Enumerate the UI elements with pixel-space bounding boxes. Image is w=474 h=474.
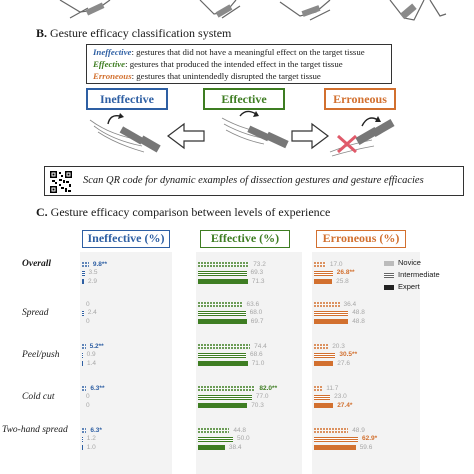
value-label-erroneous-cold-cut-novice: 11.7 (326, 384, 339, 392)
bar-erroneous-overall-intermediate (314, 271, 333, 276)
bar-ineffective-overall-intermediate (82, 271, 85, 276)
value-label-ineffective-cold-cut-expert: 0 (86, 401, 90, 409)
section-c-letter: C. (36, 205, 48, 219)
row-label-two-hand-spread: Two-hand spread (2, 425, 68, 435)
legend-label-intermediate: Intermediate (398, 270, 440, 279)
value-label-ineffective-cold-cut-novice: 6.3** (90, 384, 105, 392)
bar-effective-peel-push-novice (198, 344, 250, 349)
definition-term-effective: Effective (93, 59, 126, 70)
value-label-erroneous-spread-intermediate: 48.8 (352, 309, 365, 316)
bar-erroneous-two-hand-spread-novice (314, 428, 348, 433)
qr-instruction-text: Scan QR code for dynamic examples of dissection gestures and gesture efficacies (83, 175, 424, 186)
legend (384, 258, 440, 291)
legend-item-intermediate (384, 270, 440, 279)
value-label-erroneous-two-hand-spread-expert: 59.6 (359, 443, 373, 451)
value-label-erroneous-peel-push-novice: 20.3 (332, 342, 345, 350)
bar-ineffective-spread-intermediate (82, 311, 84, 316)
value-label-effective-peel-push-expert: 71.0 (251, 359, 265, 367)
bar-effective-peel-push-expert (198, 361, 248, 366)
bar-erroneous-cold-cut-intermediate (314, 395, 330, 400)
category-effective-box: Effective (203, 88, 285, 110)
value-label-erroneous-peel-push-intermediate: 30.5** (339, 351, 358, 358)
section-c-heading: Gesture efficacy comparison between levels of experience (50, 205, 331, 219)
section-c-title (36, 205, 330, 220)
bar-ineffective-overall-novice (82, 262, 89, 267)
bar-ineffective-overall-expert (82, 279, 84, 284)
bar-erroneous-peel-push-novice (314, 344, 328, 349)
bar-erroneous-two-hand-spread-intermediate (314, 437, 358, 442)
section-b-letter: B. (36, 26, 48, 40)
bar-effective-overall-expert (198, 279, 248, 284)
row-label-spread: Spread (22, 308, 49, 318)
row-label-overall: Overall (22, 259, 52, 269)
bar-ineffective-two-hand-spread-intermediate (82, 437, 83, 442)
row-label-peel-push: Peel/push (22, 350, 60, 360)
value-label-erroneous-overall-novice: 17.0 (329, 260, 343, 268)
value-label-ineffective-two-hand-spread-expert: 1.0 (86, 443, 96, 451)
bar-effective-spread-novice (198, 302, 243, 307)
bar-ineffective-peel-push-intermediate (82, 353, 83, 358)
value-label-erroneous-cold-cut-expert: 27.4* (337, 401, 353, 409)
panel-header-effective: Effective (%) (200, 230, 290, 248)
bar-effective-spread-expert (198, 319, 247, 324)
value-label-erroneous-cold-cut-intermediate: 23.0 (334, 393, 347, 400)
section-b-title (36, 26, 231, 41)
definition-ineffective (93, 46, 385, 58)
bar-erroneous-peel-push-expert (314, 361, 333, 366)
bar-erroneous-peel-push-intermediate (314, 353, 335, 358)
value-label-erroneous-spread-novice: 36.4 (343, 300, 357, 308)
bar-erroneous-overall-novice (314, 262, 326, 267)
arrow-right-icon (292, 124, 328, 148)
value-label-effective-spread-novice: 63.6 (246, 300, 260, 308)
value-label-effective-two-hand-spread-novice: 44.8 (233, 426, 247, 434)
bar-effective-cold-cut-intermediate (198, 395, 252, 400)
category-ineffective-box: Ineffective (86, 88, 168, 110)
value-label-erroneous-two-hand-spread-novice: 48.9 (352, 426, 365, 434)
bar-effective-cold-cut-novice (198, 386, 255, 391)
bar-effective-overall-novice (198, 262, 249, 267)
bar-ineffective-two-hand-spread-expert (82, 445, 83, 450)
value-label-effective-overall-intermediate: 69.3 (250, 269, 264, 276)
value-label-erroneous-peel-push-expert: 27.6 (337, 359, 350, 367)
definition-term-erroneous: Erroneous (93, 71, 132, 82)
gesture-illustrations (80, 110, 410, 162)
bar-ineffective-peel-push-expert (82, 361, 83, 366)
value-label-effective-two-hand-spread-intermediate: 50.0 (237, 435, 250, 442)
value-label-effective-peel-push-intermediate: 68.6 (250, 351, 263, 358)
legend-label-novice: Novice (398, 258, 421, 267)
definition-term-ineffective: Ineffective (93, 47, 132, 57)
definition-erroneous (93, 70, 385, 82)
bar-effective-spread-intermediate (198, 311, 246, 316)
bar-erroneous-cold-cut-expert (314, 403, 333, 408)
bar-erroneous-spread-novice (314, 302, 340, 307)
value-label-ineffective-spread-expert: 0 (86, 317, 90, 325)
qr-code-box (44, 166, 464, 196)
value-label-effective-spread-expert: 69.7 (250, 317, 264, 325)
legend-label-expert: Expert (398, 282, 420, 291)
row-label-cold-cut: Cold cut (22, 392, 55, 402)
definition-effective (93, 58, 385, 70)
bar-effective-overall-intermediate (198, 271, 247, 276)
value-label-ineffective-overall-intermediate: 3.5 (88, 269, 98, 276)
category-erroneous-box: Erroneous (324, 88, 396, 110)
panel-header-erroneous: Erroneous (%) (316, 230, 406, 248)
bar-erroneous-overall-expert (314, 279, 332, 284)
value-label-effective-cold-cut-intermediate: 77.0 (255, 393, 269, 400)
bar-ineffective-two-hand-spread-novice (82, 428, 86, 433)
definition-text-erroneous: : gestures that unintendedly disrupted the target tissue (131, 71, 321, 82)
bar-erroneous-two-hand-spread-expert (314, 445, 356, 450)
value-label-ineffective-peel-push-expert: 1.4 (87, 359, 97, 367)
qr-code-icon[interactable] (49, 170, 73, 194)
bar-erroneous-cold-cut-novice (314, 386, 322, 391)
value-label-ineffective-spread-intermediate: 2.4 (87, 309, 97, 316)
panel-header-ineffective: Ineffective (%) (82, 230, 170, 248)
bar-effective-two-hand-spread-expert (198, 445, 225, 450)
arrow-left-icon (168, 124, 204, 148)
legend-item-novice (384, 258, 440, 267)
value-label-ineffective-peel-push-novice: 5.2** (89, 342, 104, 350)
value-label-erroneous-two-hand-spread-intermediate: 62.9* (362, 435, 378, 442)
value-label-ineffective-peel-push-intermediate: 0.9 (86, 351, 96, 358)
value-label-ineffective-two-hand-spread-intermediate: 1.2 (86, 435, 96, 442)
value-label-ineffective-spread-novice: 0 (86, 300, 90, 308)
tool-images-strip (0, 0, 474, 24)
bar-ineffective-cold-cut-novice (82, 386, 86, 391)
value-label-effective-cold-cut-novice: 82.0** (259, 384, 278, 392)
bar-ineffective-peel-push-novice (82, 344, 86, 349)
bar-erroneous-spread-expert (314, 319, 348, 324)
value-label-effective-overall-novice: 73.2 (253, 260, 266, 268)
value-label-ineffective-two-hand-spread-novice: 6.3* (90, 426, 102, 434)
value-label-erroneous-overall-expert: 25.8 (336, 277, 349, 285)
bar-effective-peel-push-intermediate (198, 353, 246, 358)
value-label-effective-spread-intermediate: 68.0 (249, 309, 263, 316)
bar-effective-two-hand-spread-novice (198, 428, 229, 433)
legend-item-expert (384, 282, 440, 291)
value-label-effective-two-hand-spread-expert: 38.4 (228, 443, 242, 451)
bar-erroneous-spread-intermediate (314, 311, 348, 316)
bar-effective-cold-cut-expert (198, 403, 247, 408)
value-label-ineffective-overall-novice: 9.8** (92, 260, 107, 268)
value-label-effective-overall-expert: 71.3 (251, 277, 265, 285)
value-label-effective-peel-push-novice: 74.4 (254, 342, 267, 350)
bar-effective-two-hand-spread-intermediate (198, 437, 233, 442)
value-label-erroneous-spread-expert: 48.8 (352, 317, 365, 325)
value-label-ineffective-overall-expert: 2.9 (88, 277, 98, 285)
definition-text-ineffective: : gestures that did not have a meaningful effect on the target tissue (131, 47, 365, 57)
definition-text-effective: : gestures that produced the intended effect in the target tissue (125, 59, 343, 70)
definitions-box (86, 44, 392, 84)
section-b-heading: Gesture efficacy classification system (50, 26, 232, 40)
value-label-effective-cold-cut-expert: 70.3 (251, 401, 264, 409)
value-label-erroneous-overall-intermediate: 26.8** (336, 269, 355, 276)
value-label-ineffective-cold-cut-intermediate: 0 (86, 393, 90, 400)
